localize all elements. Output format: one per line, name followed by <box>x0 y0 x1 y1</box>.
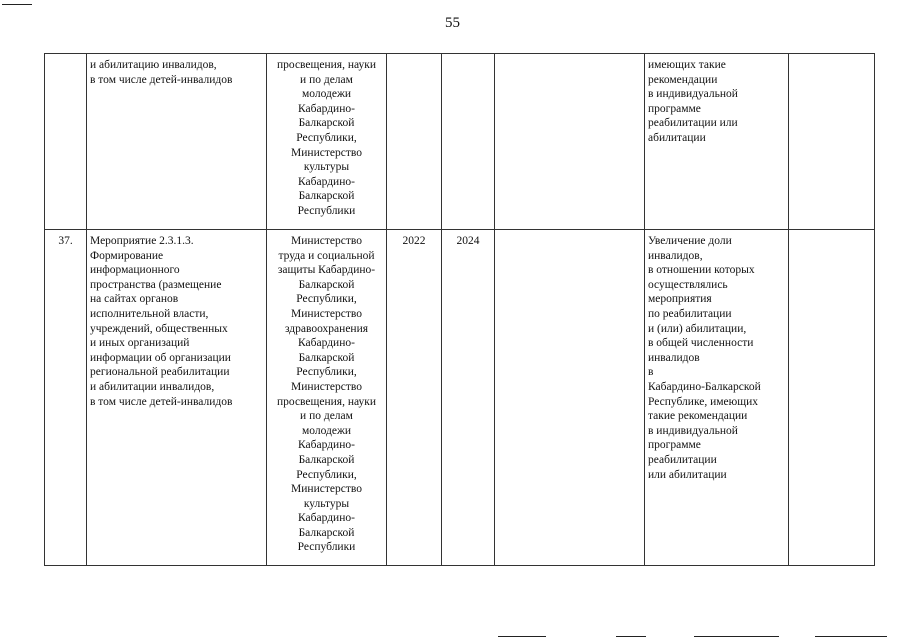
empty-cell <box>495 230 645 566</box>
empty-cell <box>789 54 875 230</box>
table-row <box>45 230 875 566</box>
expected-result-cell: Увеличение доли инвалидов, в отношении которых осуществлялись мероприятия по реабилитации и (или) абилитации, в общей численности инвалидов в Кабардино-Балкарской Республике, имеющих такие рекомендации в индивидуальной программе реабилитации или абилитации <box>645 230 789 566</box>
activity-cell: и абилитацию инвалидов, в том числе детей-инвалидов <box>87 54 267 230</box>
empty-cell <box>789 230 875 566</box>
executor-cell: просвещения, науки и по делам молодежи Кабардино- Балкарской Республики, Министерство культуры Кабардино- Балкарской Республики <box>267 54 387 230</box>
scan-artifact-line <box>498 636 546 637</box>
scan-artifact-line <box>694 636 779 637</box>
scan-artifact-line <box>616 636 646 637</box>
executor-cell: Министерство труда и социальной защиты Кабардино- Балкарской Республики, Министерство здравоохранения Кабардино- Балкарской Республики, Министерство просвещения, науки и по делам молодежи Кабардино- Балкарской Республики, Министерство культуры Кабардино- Балкарской Республики <box>267 230 387 566</box>
expected-result-cell: имеющих такие рекомендации в индивидуальной программе реабилитации или абилитации <box>645 54 789 230</box>
row-number-cell <box>45 54 87 230</box>
page-number: 55 <box>445 15 460 31</box>
measures-table <box>44 53 875 566</box>
start-year-cell <box>387 54 442 230</box>
scan-artifact-line <box>2 4 32 5</box>
end-year-cell <box>442 54 495 230</box>
start-year-cell: 2022 <box>387 230 442 566</box>
end-year-cell: 2024 <box>442 230 495 566</box>
table-row <box>45 54 875 230</box>
scan-artifact-line <box>815 636 887 637</box>
activity-cell: Мероприятие 2.3.1.3. Формирование информационного пространства (размещение на сайтах органов исполнительной власти, учреждений, общественных и иных организаций информации об организации региональной реабилитации и абилитации инвалидов, в том числе детей-инвалидов <box>87 230 267 566</box>
empty-cell <box>495 54 645 230</box>
row-number-cell: 37. <box>45 230 87 566</box>
